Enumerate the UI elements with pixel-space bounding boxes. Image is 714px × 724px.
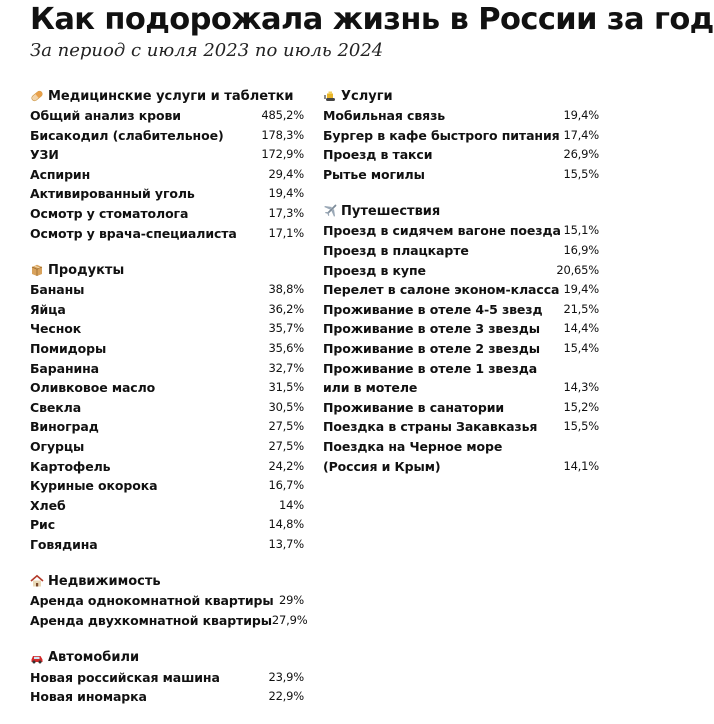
item-label: Проживание в санатории [323,399,505,415]
list-item [323,145,599,165]
list-item [30,300,304,320]
item-value: 35,6% [268,340,304,355]
item-label: Рис [30,517,56,533]
list-item [30,687,304,707]
section-heading-text: Продукты [48,262,125,278]
list-item [30,126,304,146]
right-column [323,86,599,493]
item-label: Бисакодил (слабительное) [30,127,224,143]
item-label: Проживание в отеле 4-5 звезд [323,301,543,317]
item-label: Поездка в страны Закавказья [323,419,538,435]
item-value: 17,4% [563,127,599,142]
section-heading-text: Путешествия [341,203,441,219]
item-value: 15,5% [563,166,599,181]
item-label: Проезд в купе [323,262,426,278]
item-value: 15,4% [563,340,599,355]
item-label: Хлеб [30,497,66,513]
item-label: Осмотр у врача-специалиста [30,225,237,241]
item-label: Проживание в отеле 2 звезды [323,340,540,356]
item-value: 22,9% [268,689,304,704]
item-label: Активированный уголь [30,186,195,202]
item-value: 32,7% [268,360,304,375]
item-label: Новая российская машина [30,669,220,685]
section-heading-text: Медицинские услуги и таблетки [48,88,294,104]
item-label: Мобильная связь [323,108,446,123]
item-label: Проживание в отеле 1 звезда или в мотеле [323,360,538,396]
house-icon [30,574,44,588]
list-item [30,457,304,477]
page-title: Как подорожала жизнь в России за год [30,2,714,37]
list-item [323,300,599,320]
item-value: 20,65% [556,262,599,277]
item-label: Проезд в такси [323,147,433,163]
item-label: Помидоры [30,340,107,356]
list-item [30,204,304,224]
item-value: 178,3% [261,127,304,142]
item-value: 485,2% [261,108,304,122]
item-label: Виноград [30,419,99,435]
list-item [323,417,599,437]
list-item [30,591,304,611]
item-label: Проживание в отеле 3 звезды [323,321,540,337]
item-label: Говядина [30,536,98,552]
item-label: УЗИ [30,147,59,163]
item-label: Яйца [30,301,66,317]
item-value: 15,1% [563,223,599,238]
item-value: 35,7% [268,321,304,336]
section [30,648,304,707]
item-value: 27,5% [268,419,304,434]
list-item [323,339,599,359]
section [323,201,599,476]
page-subtitle: За период с июля 2023 по июль 2024 [30,40,384,61]
item-value: 172,9% [261,147,304,162]
item-value: 13,7% [268,536,304,551]
item-value: 26,9% [563,147,599,162]
item-value: 29% [279,593,304,608]
list-item [30,339,304,359]
item-label: Огурцы [30,438,85,454]
list-item [323,437,599,476]
item-label: Баранина [30,360,100,376]
section-heading [323,201,599,221]
section-heading [30,86,304,106]
item-value: 16,7% [268,478,304,493]
item-value: 31,5% [268,380,304,395]
item-label: Перелет в салоне эконом-класса [323,282,560,298]
item-value: 27,5% [268,438,304,453]
item-label: Чеснок [30,321,82,337]
list-item [323,126,599,146]
item-value: 19,4% [563,282,599,297]
item-value: 19,4% [268,186,304,201]
item-value: 15,5% [563,419,599,434]
item-value: 14,4% [563,321,599,336]
list-item [323,261,599,281]
list-item [30,398,304,418]
item-label: Рытье могилы [323,166,425,182]
list-item [323,241,599,261]
list-item [30,184,304,204]
section-heading [30,648,304,668]
item-label: Бургер в кафе быстрого питания [323,127,560,143]
item-label: Проезд в плацкарте [323,242,469,258]
list-item [323,359,599,398]
item-value: 30,5% [268,399,304,414]
item-label: Куриные окорока [30,478,158,494]
list-item [30,359,304,379]
item-value: 36,2% [268,301,304,316]
item-label: Оливковое масло [30,380,156,396]
section-heading [30,260,304,280]
item-label: Поездка на Черное море (Россия и Крым) [323,438,503,474]
item-value: 16,9% [563,242,599,257]
list-item [30,535,304,555]
section [30,571,308,630]
bulldozer-icon [323,89,337,103]
item-value: 19,4% [563,108,599,122]
list-item [30,496,304,516]
list-item [323,106,599,126]
item-label: Проезд в сидячем вагоне поезда [323,223,561,239]
item-value: 27,9% [271,613,308,628]
list-item [30,106,304,126]
list-item [323,221,599,241]
list-item [323,398,599,418]
section-heading-text: Услуги [341,88,393,104]
pill-icon [30,89,44,103]
item-value: 17,3% [268,205,304,220]
item-label: Бананы [30,282,85,298]
item-value: 23,9% [268,669,304,684]
list-item [30,378,304,398]
list-item [30,224,304,244]
list-item [30,668,304,688]
airplane-icon [323,204,337,218]
item-label: Новая иномарка [30,689,147,705]
item-value: 14% [279,497,304,512]
list-item [30,165,304,185]
item-value: 21,5% [563,301,599,316]
item-value: 29,4% [268,166,304,181]
list-item [323,280,599,300]
item-label: Свекла [30,399,82,415]
item-value: 14,3% [563,380,599,395]
section [30,260,304,554]
list-item [30,319,304,339]
list-item [323,319,599,339]
list-item [30,476,304,496]
box-icon [30,263,44,277]
item-label: Аренда двухкомнатной квартиры [30,613,272,629]
section-heading-text: Автомобили [48,650,140,666]
car-icon [30,651,44,665]
item-value: 14,8% [268,517,304,532]
list-item [323,165,599,185]
item-label: Аренда однокомнатной квартиры [30,593,274,609]
item-value: 15,2% [563,399,599,414]
list-item [30,417,304,437]
list-item [30,145,304,165]
section-heading [323,86,599,106]
list-item [30,515,304,535]
list-item [30,611,308,631]
item-label: Осмотр у стоматолога [30,205,189,221]
item-label: Аспирин [30,166,91,182]
section [30,86,304,243]
item-value: 38,8% [268,282,304,297]
section-heading [30,571,304,591]
left-column [30,86,308,724]
item-label: Картофель [30,458,111,474]
item-value: 17,1% [268,225,304,240]
item-label: Общий анализ крови [30,108,181,123]
list-item [30,437,304,457]
list-item [30,280,304,300]
item-value: 24,2% [268,458,304,473]
section [323,86,599,184]
section-heading-text: Недвижимость [48,573,161,589]
item-value: 14,1% [563,458,599,473]
